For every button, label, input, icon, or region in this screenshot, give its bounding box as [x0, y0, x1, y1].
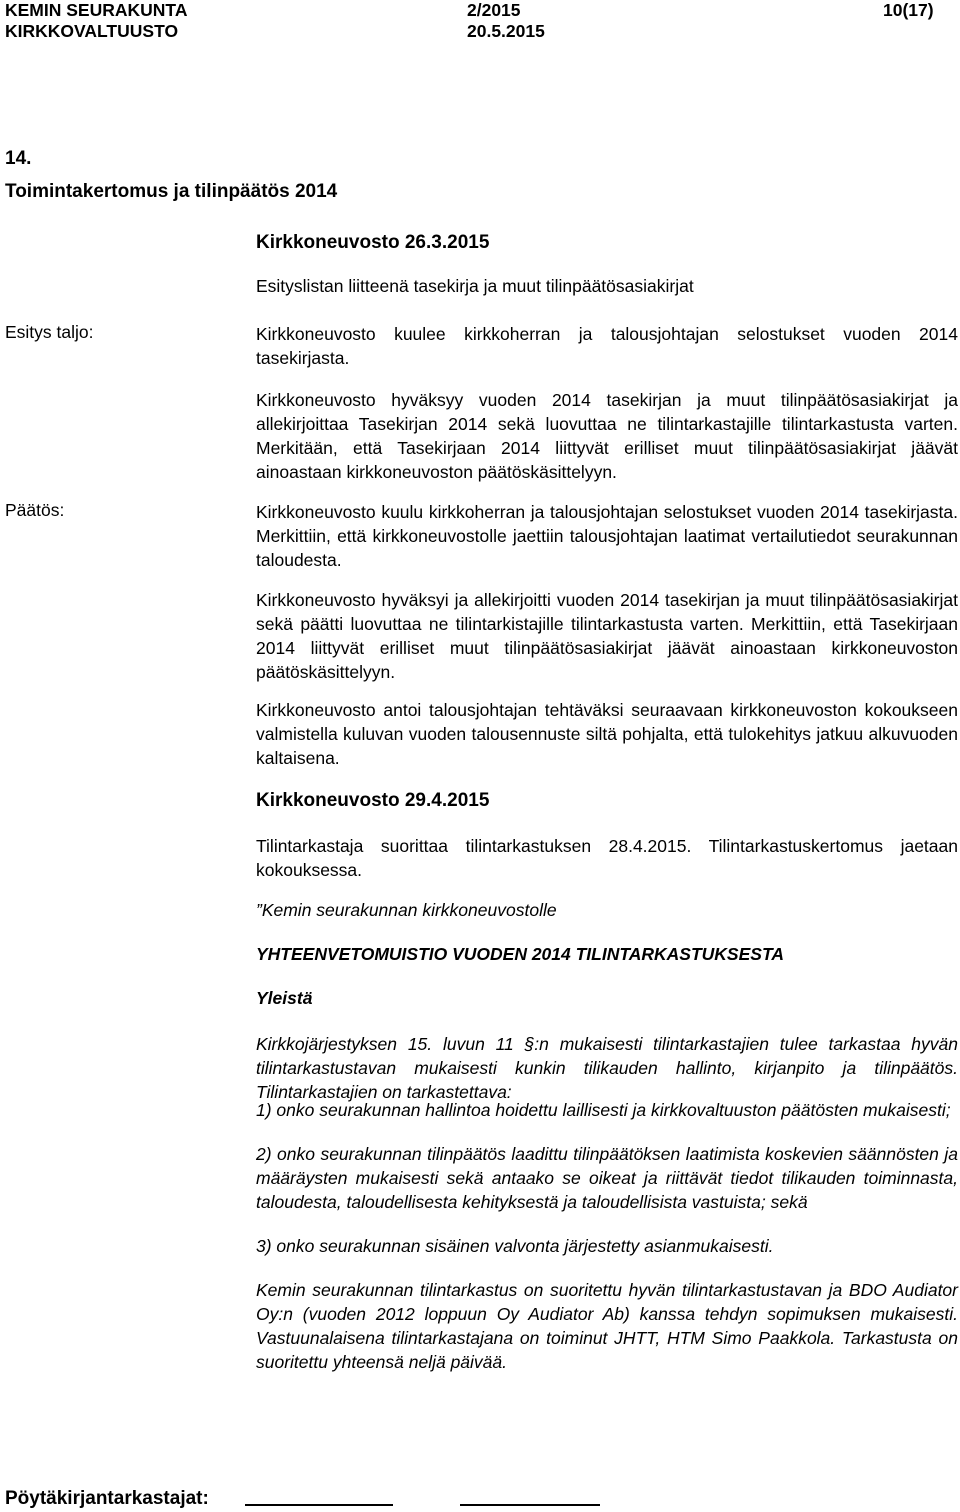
decision-paragraph-2: Kirkkoneuvosto hyväksyi ja allekirjoitti vuoden 2014 tasekirjan ja muut tilinpäätösasiakirjat sekä päätti luovuttaa ne tilintarkistajille tilintarkastusta varten. Merkittiin, että Tasekirjaan 2014 liittyvät erilliset muut tilinpäätösasiakirjat jäävät ainoastaan kirkkoneuvoston päätöskäsittelyyn.	[256, 590, 958, 682]
memo-intro: Kirkkojärjestyksen 15. luvun 11 §:n mukaisesti tilintarkastajien tulee tarkastaa hyvän tilintarkastustavan mukaisesti kunkin tilikauden hallinto, kirjanpito ja tilinpäätös. Tilintarkastajien on tarkastettava:	[256, 1034, 958, 1102]
memo-title: YHTEENVETOMUISTIO VUODEN 2014 TILINTARKASTUKSESTA	[256, 944, 784, 964]
signature-line-1	[245, 1504, 393, 1506]
signature-line-2	[460, 1504, 600, 1506]
meeting1-heading: Kirkkoneuvosto 26.3.2015	[256, 232, 490, 253]
org-name: KEMIN SEURAKUNTA	[5, 0, 188, 20]
memo-item-3: 3) onko seurakunnan sisäinen valvonta järjestetty asianmukaisesti.	[256, 1236, 774, 1256]
section-title: Toimintakertomus ja tilinpäätös 2014	[5, 181, 338, 202]
proposal-label: Esitys taljo:	[5, 322, 94, 342]
decision-label: Päätös:	[5, 500, 65, 520]
decision-paragraph-3: Kirkkoneuvosto antoi talousjohtajan tehtäväksi seuraavaan kirkkoneuvoston kokoukseen valmistella kuluvan vuoden talousennuste siltä pohjalta, että tulokehitys jatkuu alkuvuoden kaltaisena.	[256, 700, 958, 768]
meeting-date: 20.5.2015	[467, 21, 545, 41]
issue-number: 2/2015	[467, 0, 521, 20]
attachment-note: Esityslistan liitteenä tasekirja ja muut tilinpäätösasiakirjat	[256, 276, 694, 296]
decision-paragraph-1: Kirkkoneuvosto kuulu kirkkoherran ja talousjohtajan selostukset vuoden 2014 tasekirjasta. Merkittiin, että kirkkoneuvostolle jaettiin talousjohtajan laatimat vertailutiedot seurakunnan taloudesta.	[256, 502, 958, 570]
proposal-paragraph-1: Kirkkoneuvosto kuulee kirkkoherran ja talousjohtajan selostukset vuoden 2014 tasekirjasta.	[256, 324, 958, 368]
meeting2-heading: Kirkkoneuvosto 29.4.2015	[256, 790, 490, 811]
general-heading: Yleistä	[256, 988, 313, 1008]
memo-item-2: 2) onko seurakunnan tilinpäätös laadittu tilinpäätöksen laatimista koskevien säännösten ja määräysten mukaisesti sekä antaako se oikeat ja riittävät tiedot tilikauden toiminnasta, taloudesta, taloudellisesta kehityksestä ja taloudellisista vastuista; sekä	[256, 1144, 958, 1212]
page-number: 10(17)	[883, 0, 934, 20]
audit-paragraph: Kemin seurakunnan tilintarkastus on suoritettu hyvän tilintarkastustavan ja BDO Audiator Oy:n (vuoden 2012 loppuun Oy Audiator Ab) kanssa tehdyn sopimuksen mukaisesti. Vastuunalaisena tilintarkastajana on toiminut JHTT, HTM Simo Paakkola. Tarkastusta on suoritettu yhteensä neljä päivää.	[256, 1280, 958, 1372]
reviewers-label: Pöytäkirjantarkastajat:	[5, 1488, 209, 1509]
section-number: 14.	[5, 148, 32, 169]
meeting2-paragraph: Tilintarkastaja suorittaa tilintarkastuksen 28.4.2015. Tilintarkastuskertomus jaetaan kokouksessa.	[256, 836, 958, 880]
proposal-paragraph-2: Kirkkoneuvosto hyväksyy vuoden 2014 tasekirjan ja muut tilinpäätösasiakirjat ja allekirjoittaa Tasekirjan 2014 sekä luovuttaa ne tilintarkastajille tilintarkastusta varten. Merkitään, että Tasekirjaan 2014 liittyvät erilliset muut tilinpäätösasiakirjat jäävät ainoastaan kirkkoneuvoston päätöskäsittelyyn.	[256, 390, 958, 482]
quote-line: ”Kemin seurakunnan kirkkoneuvostolle	[256, 900, 557, 920]
memo-item-1: 1) onko seurakunnan hallintoa hoidettu laillisesti ja kirkkovaltuuston päätösten mukaisesti;	[256, 1100, 951, 1120]
council-name: KIRKKOVALTUUSTO	[5, 21, 179, 41]
